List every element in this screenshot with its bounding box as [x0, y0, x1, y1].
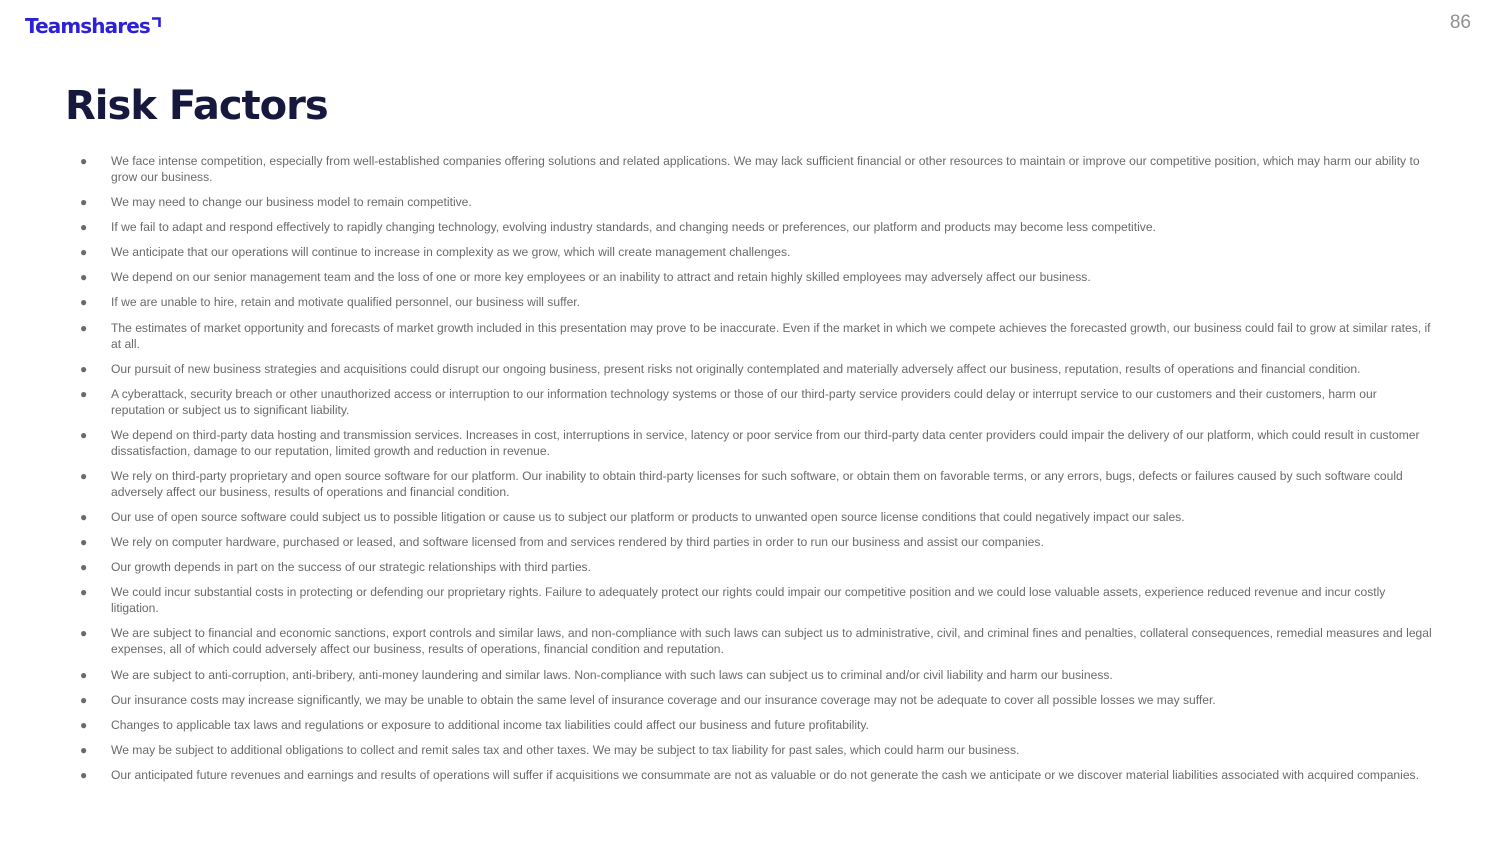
risk-text: The estimates of market opportunity and forecasts of market growth included in this presentation may prove to be inaccurate. Even if the market in which we compete achieves the forecasted growth, our business could fail to grow at similar rates, if at all.	[111, 320, 1431, 351]
risk-text: We anticipate that our operations will continue to increase in complexity as we grow, which will create management challenges.	[111, 245, 791, 260]
risk-text: We depend on third-party data hosting and transmission services. Increases in cost, interruptions in service, latency or poor service from our third-party data center providers could impair the delivery of our platform, which could result in customer dissatisfaction, damage to our reputation, limited growth and reduction in revenue.	[111, 427, 1420, 458]
risk-item	[80, 194, 1432, 210]
risk-text: If we fail to adapt and respond effectively to rapidly changing technology, evolving industry standards, and changing needs or preferences, our platform and products may become less competitive.	[111, 220, 1156, 235]
risk-text: Our use of open source software could subject us to possible litigation or cause us to subject our platform or products to unwanted open source license conditions that could negatively impact our sales.	[111, 510, 1185, 525]
risk-text: We rely on computer hardware, purchased or leased, and software licensed from and services rendered by third parties in order to run our business and assist our companies.	[111, 535, 1044, 550]
risk-text: Our pursuit of new business strategies and acquisitions could disrupt our ongoing business, present risks not originally contemplated and materially adversely affect our business, reputation, results of operations and financial condition.	[111, 361, 1361, 376]
risk-item	[80, 717, 1432, 733]
bullet-icon: ●	[80, 320, 88, 335]
bullet-icon: ●	[80, 692, 88, 707]
risk-item	[80, 534, 1432, 550]
bullet-icon: ●	[80, 427, 88, 442]
risk-text: We could incur substantial costs in protecting or defending our proprietary rights. Failure to adequately protect our rights could impair our competitive position and we could lose valuable assets, experience reduced revenue and incur costly litigation.	[111, 585, 1386, 616]
risk-item	[80, 559, 1432, 575]
risk-item	[80, 361, 1432, 377]
risk-text: Our anticipated future revenues and earnings and results of operations will suffer if acquisitions we consummate are not as valuable or do not generate the cash we anticipate or we discover material liabilities associated with acquired companies.	[111, 767, 1419, 782]
bullet-icon: ●	[80, 270, 88, 285]
risk-item	[80, 584, 1432, 616]
bullet-icon: ●	[80, 154, 88, 168]
risk-text: We face intense competition, especially from well-established companies offering solutions and related applications. We may lack sufficient financial or other resources to maintain or improve our competitive position, which may harm our ability to grow our business.	[111, 154, 1420, 184]
risk-item	[80, 219, 1432, 235]
bullet-icon: ●	[80, 585, 88, 600]
risk-text: If we are unable to hire, retain and motivate qualified personnel, our business will suffer.	[111, 295, 581, 310]
bullet-icon: ●	[80, 245, 88, 260]
risk-item	[80, 667, 1432, 683]
risk-text: Our growth depends in part on the success of our strategic relationships with third parties.	[111, 560, 591, 575]
bullet-icon: ●	[80, 626, 88, 641]
risk-item	[80, 269, 1432, 285]
page-number: 86	[1449, 12, 1471, 33]
risk-item	[80, 468, 1432, 500]
bullet-icon: ●	[80, 667, 88, 682]
risk-item	[80, 153, 1432, 185]
risk-item	[80, 509, 1432, 525]
risk-text: We may need to change our business model to remain competitive.	[111, 195, 472, 210]
bullet-icon: ●	[80, 717, 88, 732]
bullet-icon: ●	[80, 361, 88, 376]
risk-text: A cyberattack, security breach or other unauthorized access or interruption to our information technology systems or those of our third-party service providers could delay or interrupt service to our customers and their customers, harm our reputation or subject us to significant liability.	[111, 386, 1377, 417]
risk-text: We rely on third-party proprietary and open source software for our platform. Our inability to obtain third-party licenses for such software, or obtain them on favorable terms, or any errors, bugs, defects or failures caused by such software could adversely affect our business, results of operations and financial condition.	[111, 468, 1403, 499]
risk-item	[80, 742, 1432, 758]
bullet-icon: ●	[80, 510, 88, 525]
teamshares-logo	[25, 13, 161, 39]
risk-item	[80, 692, 1432, 708]
risk-item	[80, 294, 1432, 310]
risk-text: We are subject to anti-corruption, anti-bribery, anti-money laundering and similar laws. Non-compliance with such laws can subject us to criminal and/or civil liability and harm our business.	[111, 667, 1113, 682]
bullet-icon: ●	[80, 468, 88, 483]
bullet-icon: ●	[80, 386, 88, 401]
risk-item	[80, 244, 1432, 260]
risk-text: We depend on our senior management team and the loss of one or more key employees or an inability to attract and retain highly skilled employees may adversely affect our business.	[111, 270, 1091, 285]
risk-item	[80, 767, 1432, 783]
bullet-icon: ●	[80, 767, 88, 782]
logo-corner-mark-icon	[152, 17, 161, 27]
bullet-icon: ●	[80, 220, 88, 235]
bullet-icon: ●	[80, 560, 88, 575]
risk-factors-list	[80, 153, 1432, 792]
risk-item	[80, 625, 1432, 657]
bullet-icon: ●	[80, 535, 88, 550]
bullet-icon: ●	[80, 742, 88, 757]
risk-text: We are subject to financial and economic sanctions, export controls and similar laws, and non-compliance with such laws can subject us to administrative, civil, and criminal fines and penalties, collateral consequences, remedial measures and legal expenses, all of which could adversely affect our business, results of operations, financial condition and reputation.	[111, 626, 1432, 657]
risk-item	[80, 386, 1432, 418]
risk-item	[80, 427, 1432, 459]
risk-text: Our insurance costs may increase significantly, we may be unable to obtain the same level of insurance coverage and our insurance coverage may not be adequate to cover all possible losses we may suffer.	[111, 692, 1216, 707]
bullet-icon: ●	[80, 195, 88, 210]
risk-item	[80, 320, 1432, 352]
bullet-icon: ●	[80, 295, 88, 310]
logo-wordmark: Teamshares	[25, 14, 150, 38]
risk-text: We may be subject to additional obligations to collect and remit sales tax and other taxes. We may be subject to tax liability for past sales, which could harm our business.	[111, 742, 1020, 757]
page-title: Risk Factors	[65, 83, 328, 129]
risk-text: Changes to applicable tax laws and regulations or exposure to additional income tax liabilities could affect our business and future profitability.	[111, 717, 869, 732]
